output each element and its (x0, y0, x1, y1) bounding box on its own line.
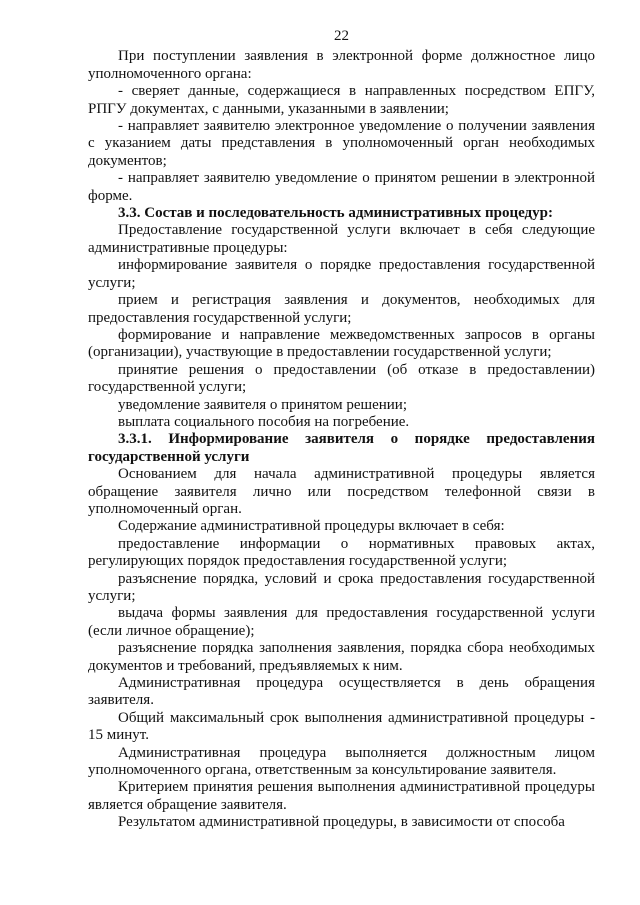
paragraph: Предоставление государственной услуги включает в себя следующие административные процедуры: (88, 222, 595, 256)
paragraph: Общий максимальный срок выполнения административной процедуры - 15 минут. (88, 709, 595, 744)
paragraph: информирование заявителя о порядке предоставления государственной услуги; (88, 257, 595, 291)
paragraph: Результатом административной процедуры, в зависимости от способа (118, 814, 565, 831)
paragraph: При поступлении заявления в электронной форме должностное лицо уполномоченного органа: (88, 48, 595, 82)
paragraph: Содержание административной процедуры включает в себя: (118, 518, 505, 535)
document-body (88, 48, 595, 831)
paragraph: выдача формы заявления для предоставления государственной услуги (если личное обращение); (88, 605, 595, 639)
paragraph: предоставление информации о нормативных правовых актах, регулирующих порядок предоставления государственной услуги; (88, 535, 595, 570)
document-page (88, 28, 595, 832)
paragraph: - направляет заявителю уведомление о принятом решении в электронной форме. (88, 170, 595, 204)
paragraph: Критерием принятия решения выполнения административной процедуры является обращение заявителя. (88, 779, 595, 813)
paragraph: - направляет заявителю электронное уведомление о получении заявления с указанием даты представления в уполномоченный орган необходимых документов; (88, 118, 595, 169)
paragraph: выплата социального пособия на погребение. (118, 413, 410, 430)
paragraph: - сверяет данные, содержащиеся в направленных посредством ЕПГУ, РПГУ документах, с данными, указанными в заявлении; (88, 83, 595, 117)
paragraph: Основанием для начала административной процедуры является обращение заявителя лично или посредством телефонной связи в уполномоченный орган. (88, 466, 595, 517)
paragraph: Административная процедура выполняется должностным лицом уполномоченного органа, ответственным за консультирование заявителя. (88, 744, 595, 779)
paragraph: уведомление заявителя о принятом решении; (118, 396, 407, 413)
section-heading: 3.3. Состав и последовательность административных процедур: (118, 205, 553, 222)
paragraph: разъяснение порядка заполнения заявления, порядка сбора необходимых документов и требований, предъявляемых к ним. (88, 640, 595, 674)
paragraph: принятие решения о предоставлении (об отказе в предоставлении) государственной услуги; (88, 361, 595, 396)
section-heading: 3.3.1. Информирование заявителя о порядке предоставления государственной услуги (88, 431, 595, 465)
paragraph: прием и регистрация заявления и документов, необходимых для предоставления государственной услуги; (88, 292, 595, 326)
paragraph: формирование и направление межведомственных запросов в органы (организации), участвующие в предоставлении государственной услуги; (88, 326, 595, 361)
page-number: 22 (334, 28, 349, 44)
paragraph: Административная процедура осуществляется в день обращения заявителя. (88, 675, 595, 709)
paragraph: разъяснение порядка, условий и срока предоставления государственной услуги; (88, 570, 595, 604)
